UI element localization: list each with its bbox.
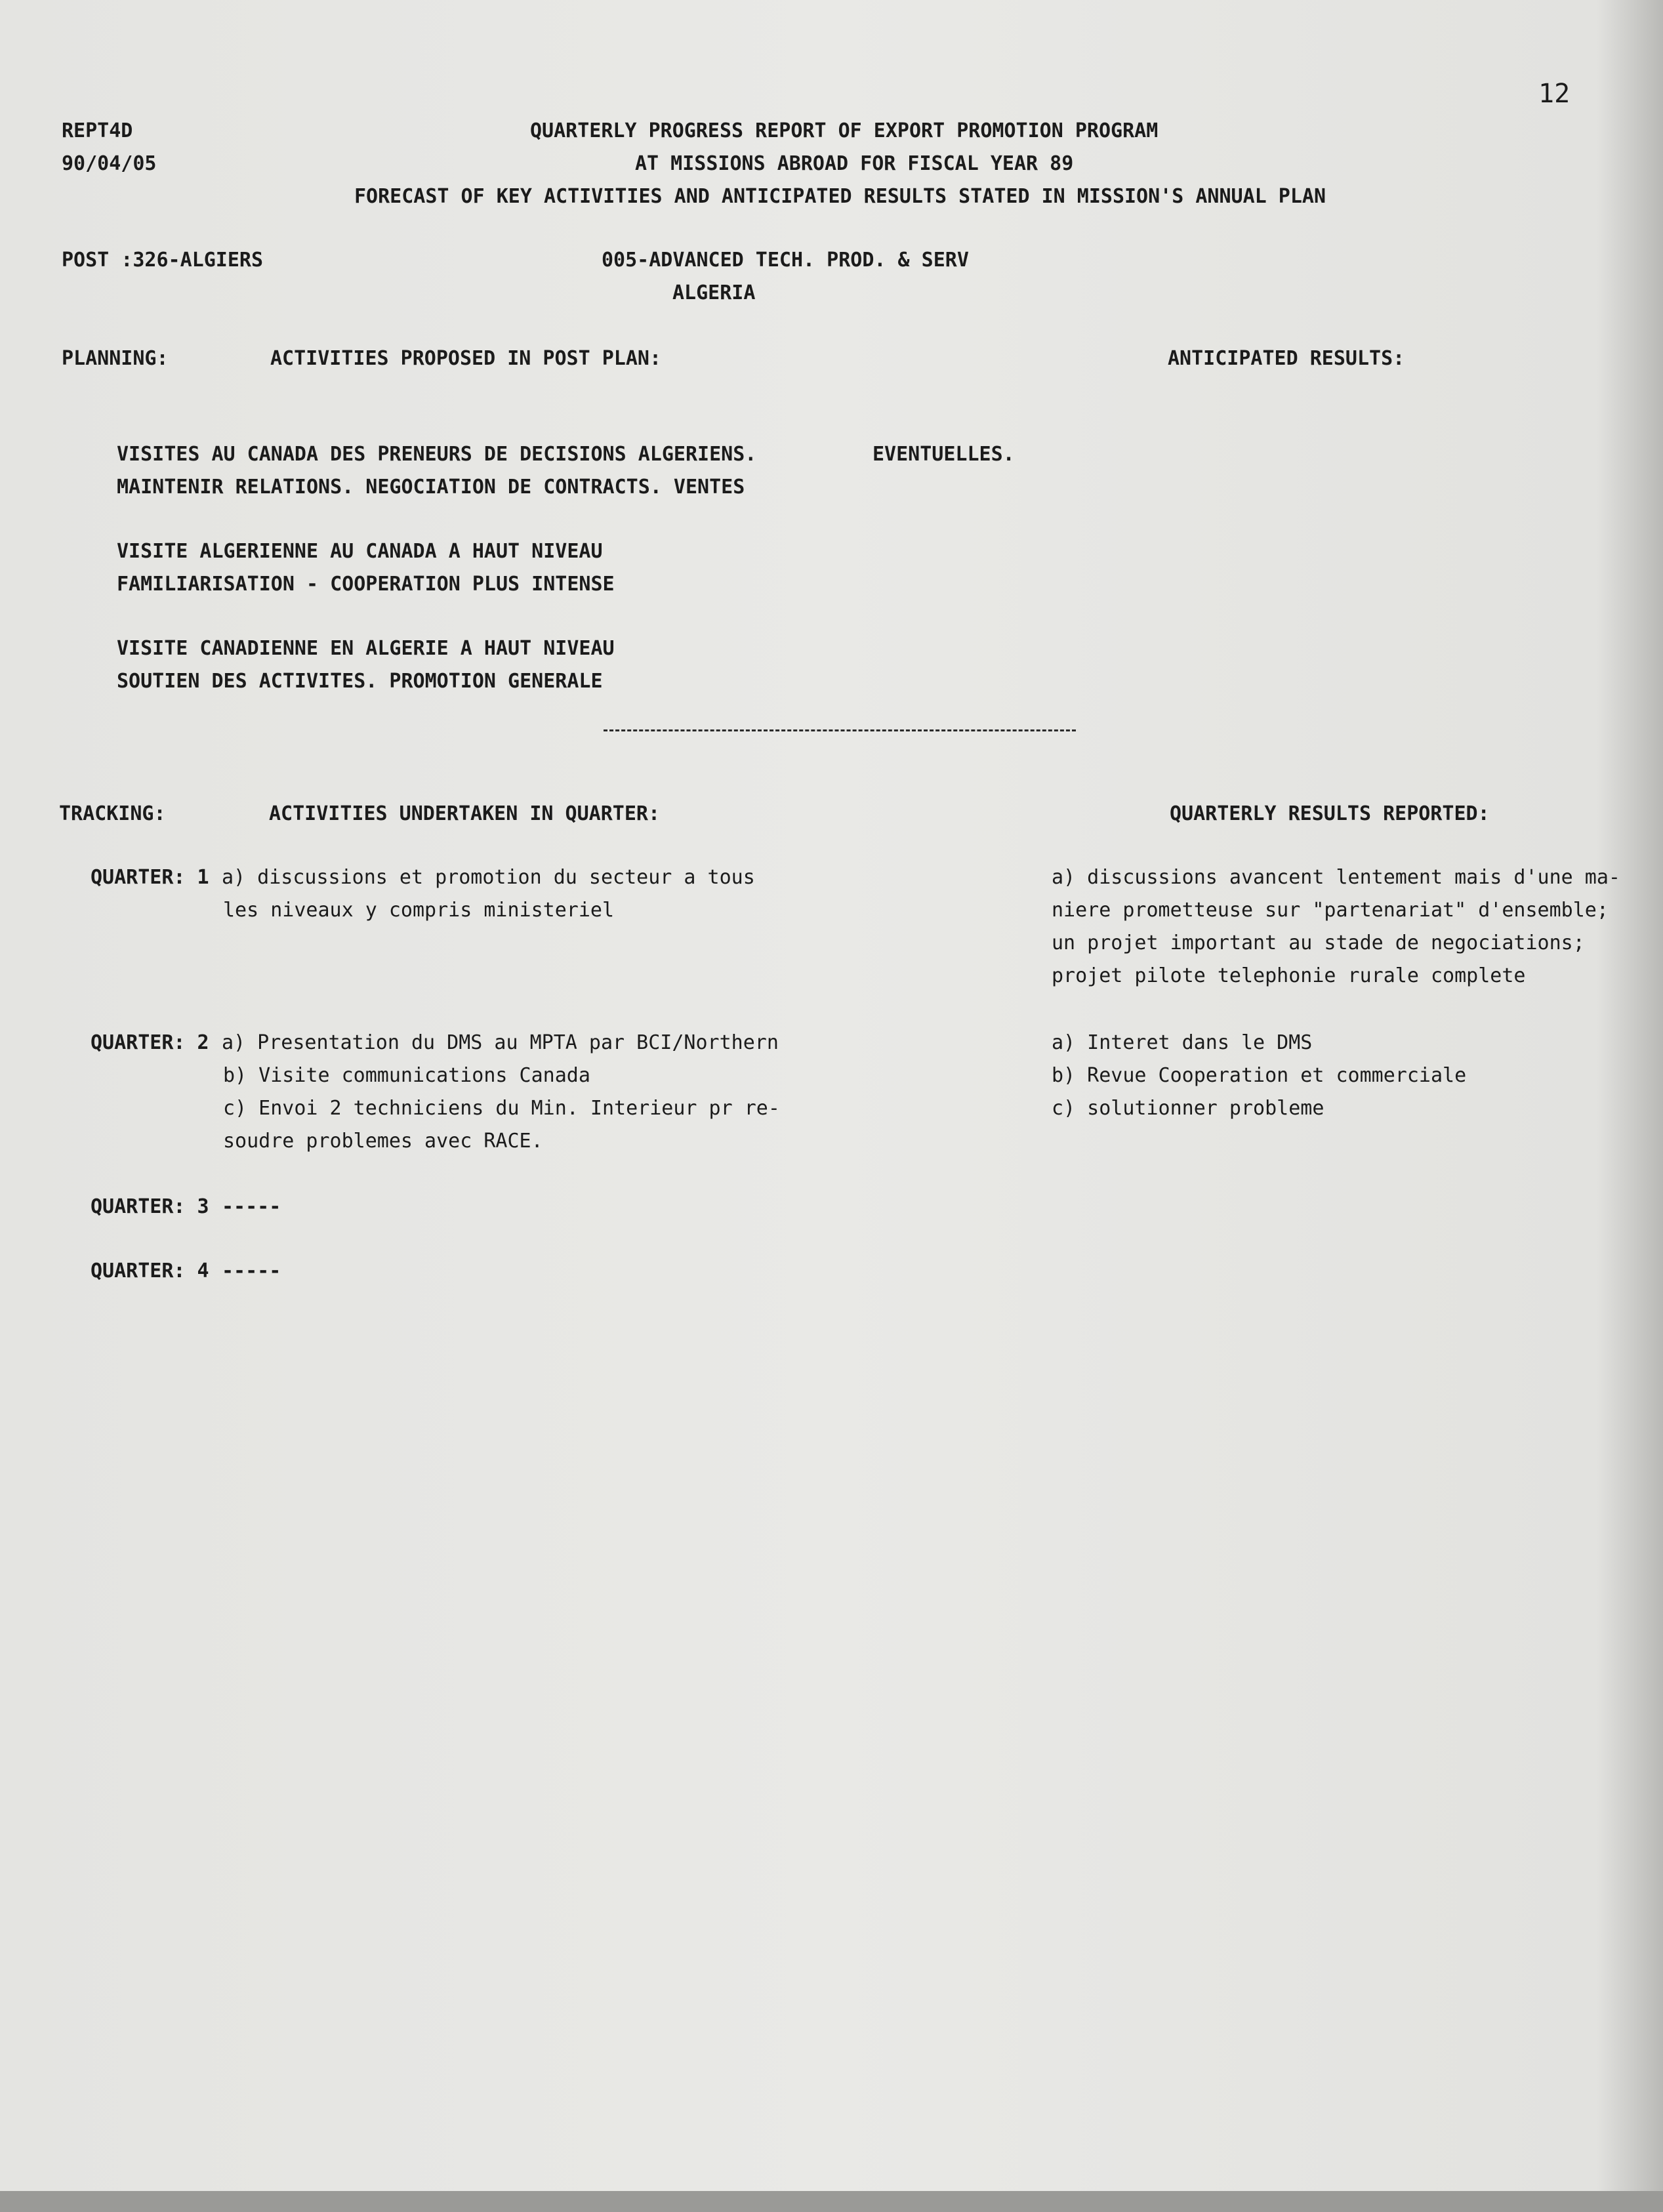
quarter-1-activity-line: a) discussions et promotion du secteur a tous (222, 866, 755, 889)
report-code: REPT4D (62, 119, 133, 142)
quarter-1-result-line: a) discussions avancent lentement mais d'une ma- (1052, 866, 1620, 889)
scan-edge (0, 2191, 1663, 2212)
report-title-line-3: FORECAST OF KEY ACTIVITIES AND ANTICIPATED RESULTS STATED IN MISSION'S ANNUAL PLAN (354, 185, 1326, 208)
planning-line: VISITE ALGERIENNE AU CANADA A HAUT NIVEAU (117, 540, 603, 563)
tracking-label: TRACKING: (59, 802, 166, 825)
report-title-line-1: QUARTERLY PROGRESS REPORT OF EXPORT PROMOTION PROGRAM (530, 119, 1159, 142)
quarter-4-label: QUARTER: 4 (91, 1260, 209, 1282)
report-date: 90/04/05 (62, 152, 157, 175)
quarter-2-result-line: a) Interet dans le DMS (1052, 1031, 1313, 1054)
planning-line: VISITES AU CANADA DES PRENEURS DE DECISIONS ALGERIENS. (117, 443, 757, 466)
quarter-1-activity-line: les niveaux y compris ministeriel (223, 899, 615, 922)
quarter-1-result-line: un projet important au stade de negociations; (1052, 932, 1585, 954)
quarter-2-label: QUARTER: 2 (91, 1031, 209, 1054)
quarter-3-value: ----- (222, 1195, 281, 1218)
quarter-3-label: QUARTER: 3 (91, 1195, 209, 1218)
quarter-2-activity-line: a) Presentation du DMS au MPTA par BCI/Northern (222, 1031, 779, 1054)
planning-line: MAINTENIR RELATIONS. NEGOCIATION DE CONTRACTS. VENTES (117, 476, 745, 499)
quarter-1-result-line: projet pilote telephonie rurale complete (1052, 964, 1526, 987)
quarter-2-activity-line: c) Envoi 2 techniciens du Min. Interieur pr re- (223, 1097, 780, 1120)
section-separator (604, 729, 1076, 731)
tracking-activities-heading: ACTIVITIES UNDERTAKEN IN QUARTER: (269, 802, 661, 825)
quarter-1-label: QUARTER: 1 (91, 866, 209, 889)
page-number: 12 (1538, 79, 1571, 109)
quarter-4-value: ----- (222, 1260, 281, 1282)
planning-result-line: EVENTUELLES. (873, 443, 1015, 466)
country-label: ALGERIA (672, 281, 756, 304)
report-title-line-2: AT MISSIONS ABROAD FOR FISCAL YEAR 89 (635, 152, 1074, 175)
planning-line: VISITE CANADIENNE EN ALGERIE A HAUT NIVEAU (117, 637, 615, 660)
planning-results-heading: ANTICIPATED RESULTS: (1168, 347, 1405, 370)
sector-label: 005-ADVANCED TECH. PROD. & SERV (602, 249, 969, 272)
quarter-2-activity-line: b) Visite communications Canada (223, 1064, 590, 1087)
planning-activities-heading: ACTIVITIES PROPOSED IN POST PLAN: (270, 347, 662, 370)
planning-line: FAMILIARISATION - COOPERATION PLUS INTENSE (117, 573, 615, 596)
quarter-2-result-line: b) Revue Cooperation et commerciale (1052, 1064, 1467, 1087)
post-label: POST :326-ALGIERS (62, 249, 264, 272)
tracking-results-heading: QUARTERLY RESULTS REPORTED: (1170, 802, 1490, 825)
quarter-1-result-line: niere prometteuse sur "partenariat" d'ensemble; (1052, 899, 1609, 922)
quarter-2-result-line: c) solutionner probleme (1052, 1097, 1324, 1120)
planning-label: PLANNING: (62, 347, 169, 370)
quarter-2-activity-line: soudre problemes avec RACE. (223, 1130, 543, 1153)
planning-line: SOUTIEN DES ACTIVITES. PROMOTION GENERALE (117, 670, 603, 693)
